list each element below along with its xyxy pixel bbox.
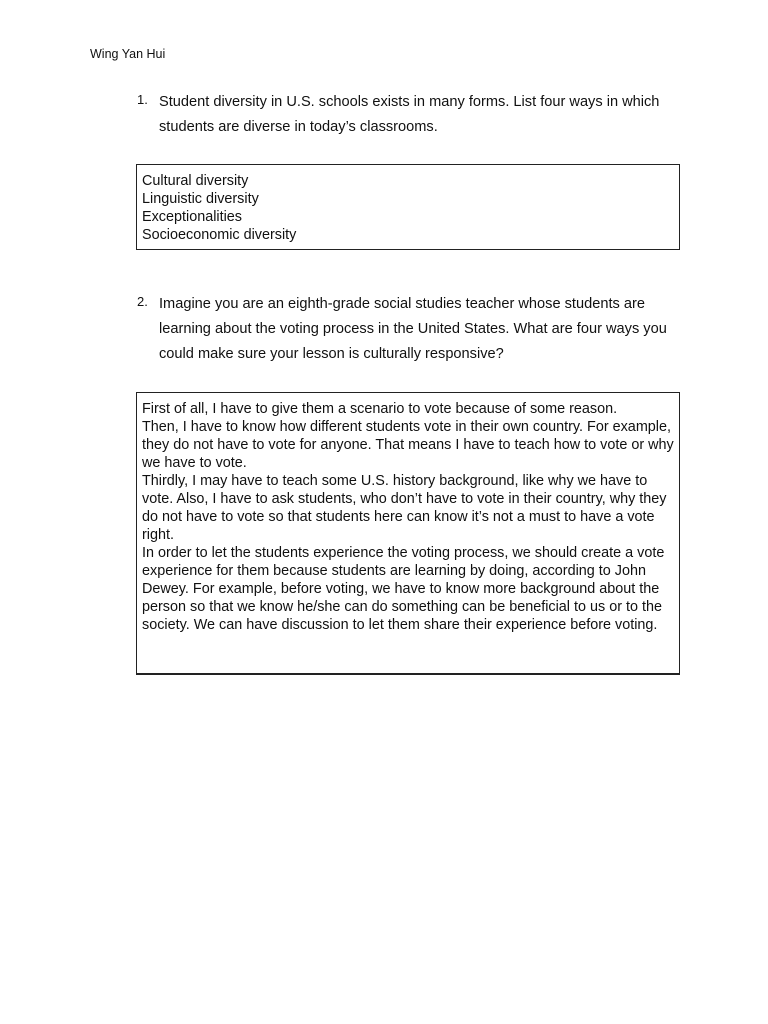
answer-2-paragraph: Then, I have to know how different students vote in their own country. For example, they do not have to vote for anyone. That means I have to teach how to vote or why we have to vote. <box>142 419 674 471</box>
answer-2-paragraph: First of all, I have to give them a scenario to vote because of some reason. <box>142 401 618 417</box>
answer-1-item: Linguistic diversity <box>142 191 259 207</box>
question-1-number: 1. <box>137 92 148 107</box>
answer-1-item: Socioeconomic diversity <box>142 227 297 243</box>
answer-2-box <box>136 392 680 675</box>
question-2-number: 2. <box>137 294 148 309</box>
answer-2-paragraph: In order to let the students experience the voting process, we should create a vote experience for them because students are learning by doing, according to John Dewey. For example, before voting, we have to know more background about the person so that we know he/she can do something can be beneficial to us or to the society. We can have discussion to let them share their experience before voting. <box>142 545 665 633</box>
answer-2-paragraph: Thirdly, I may have to teach some U.S. history background, like why we have to vote. Also, I have to ask students, who don’t have to vote in their country, why they do not have to vote so that students here can know it’s not a must to have a vote right. <box>142 473 667 543</box>
answer-1-box <box>136 164 680 250</box>
question-1-text: Student diversity in U.S. schools exists in many forms. List four ways in which students are diverse in today’s classrooms. <box>159 94 660 135</box>
answer-1-item: Exceptionalities <box>142 209 242 225</box>
question-2-text: Imagine you are an eighth-grade social studies teacher whose students are learning about the voting process in the United States. What are four ways you could make sure your lesson is culturally responsive? <box>159 296 667 362</box>
question-2 <box>137 292 689 367</box>
question-1 <box>137 90 689 140</box>
answer-1-item: Cultural diversity <box>142 173 249 189</box>
author-name: Wing Yan Hui <box>90 47 166 61</box>
